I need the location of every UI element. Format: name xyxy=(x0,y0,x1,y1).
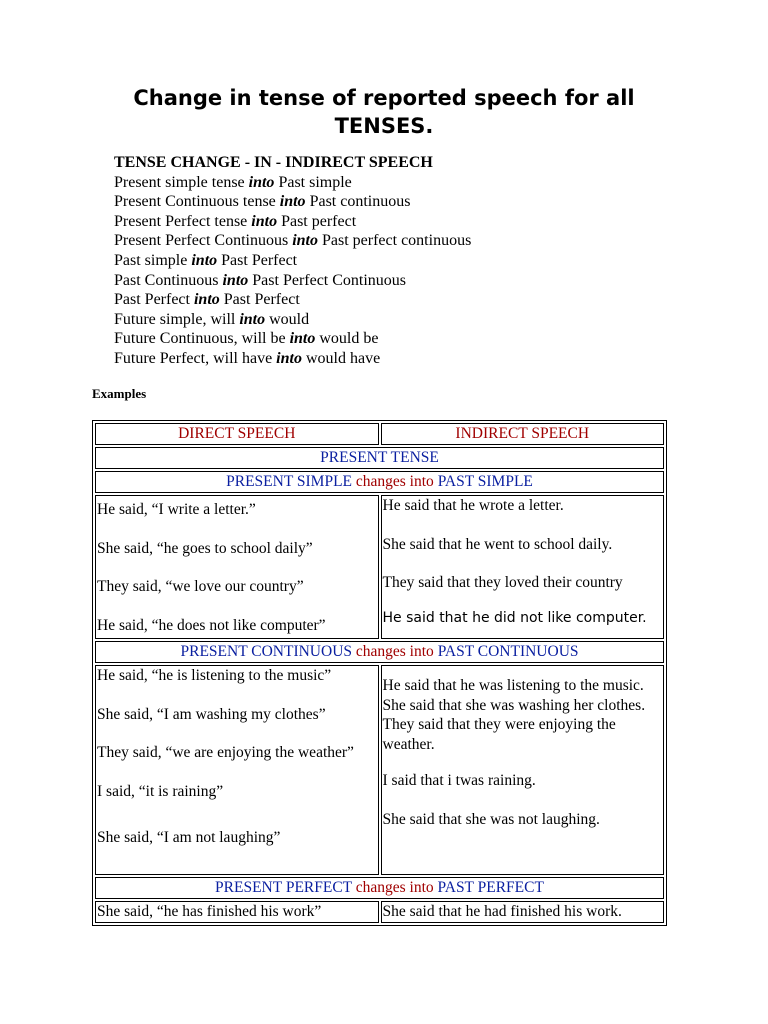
group-header: PRESENT CONTINUOUS changes into PAST CONTINUOUS xyxy=(95,641,664,663)
tense-change-rules xyxy=(114,153,714,369)
indirect-sentence: She said that she was not laughing. xyxy=(382,810,600,828)
direct-sentence: He said, “he is listening to the music” xyxy=(97,667,332,684)
direct-sentence: He said, “he does not like computer” xyxy=(97,616,326,634)
rule-line: Future Continuous, will be into would be xyxy=(114,330,379,348)
direct-sentence: She said, “he goes to school daily” xyxy=(97,539,313,557)
column-header-direct: DIRECT SPEECH xyxy=(95,423,379,445)
indirect-sentence: I said that i twas raining. xyxy=(382,772,536,789)
column-header-indirect: INDIRECT SPEECH xyxy=(381,423,665,445)
indirect-sentence: He said that he wrote a letter. xyxy=(382,497,564,514)
group-header: PRESENT PERFECT changes into PAST PERFECT xyxy=(95,877,664,899)
examples-table xyxy=(92,420,667,926)
rule-line: Present Perfect Continuous into Past perfect continuous xyxy=(114,232,472,250)
rule-line: Past Perfect into Past Perfect xyxy=(114,291,300,309)
section-header: PRESENT TENSE xyxy=(95,447,664,469)
direct-examples xyxy=(95,901,379,923)
indirect-examples xyxy=(381,665,665,875)
direct-sentence: They said, “we love our country” xyxy=(97,578,304,595)
indirect-sentence: They said that they were enjoying the weather. xyxy=(382,716,616,753)
rule-line: Past Continuous into Past Perfect Continuous xyxy=(114,271,407,289)
rule-line: Present simple tense into Past simple xyxy=(114,173,352,191)
indirect-sentence: They said that they loved their country xyxy=(382,574,623,591)
rules-heading: TENSE CHANGE - IN - INDIRECT SPEECH xyxy=(114,154,433,171)
rule-line: Present Perfect tense into Past perfect xyxy=(114,212,357,230)
indirect-examples xyxy=(381,901,665,923)
indirect-sentence: She said that she was washing her clothes. xyxy=(382,696,646,714)
direct-examples xyxy=(95,665,379,875)
indirect-sentence: She said that he went to school daily. xyxy=(382,535,613,553)
direct-sentence: I said, “it is raining” xyxy=(97,782,224,800)
direct-examples xyxy=(95,495,379,639)
rule-line: Present Continuous tense into Past continuous xyxy=(114,193,411,211)
indirect-examples xyxy=(381,495,665,639)
indirect-sentence: He said that he was listening to the music. xyxy=(382,677,644,694)
direct-sentence: They said, “we are enjoying the weather” xyxy=(97,744,354,761)
direct-sentence: She said, “I am not laughing” xyxy=(97,829,281,846)
examples-label: Examples xyxy=(92,386,147,401)
rule-line: Past simple into Past Perfect xyxy=(114,251,298,269)
direct-sentence: He said, “I write a letter.” xyxy=(97,501,256,518)
page-title: Change in tense of reported speech for all TENSES. xyxy=(133,86,635,138)
direct-sentence: She said, “I am washing my clothes” xyxy=(97,705,326,723)
group-header: PRESENT SIMPLE changes into PAST SIMPLE xyxy=(95,471,664,493)
indirect-sentence: He said that he did not like computer. xyxy=(382,609,647,626)
rule-line: Future Perfect, will have into would have xyxy=(114,349,381,367)
rule-line: Future simple, will into would xyxy=(114,310,310,328)
indirect-sentence: She said that he had finished his work. xyxy=(382,903,622,920)
direct-sentence: She said, “he has finished his work” xyxy=(97,903,322,920)
